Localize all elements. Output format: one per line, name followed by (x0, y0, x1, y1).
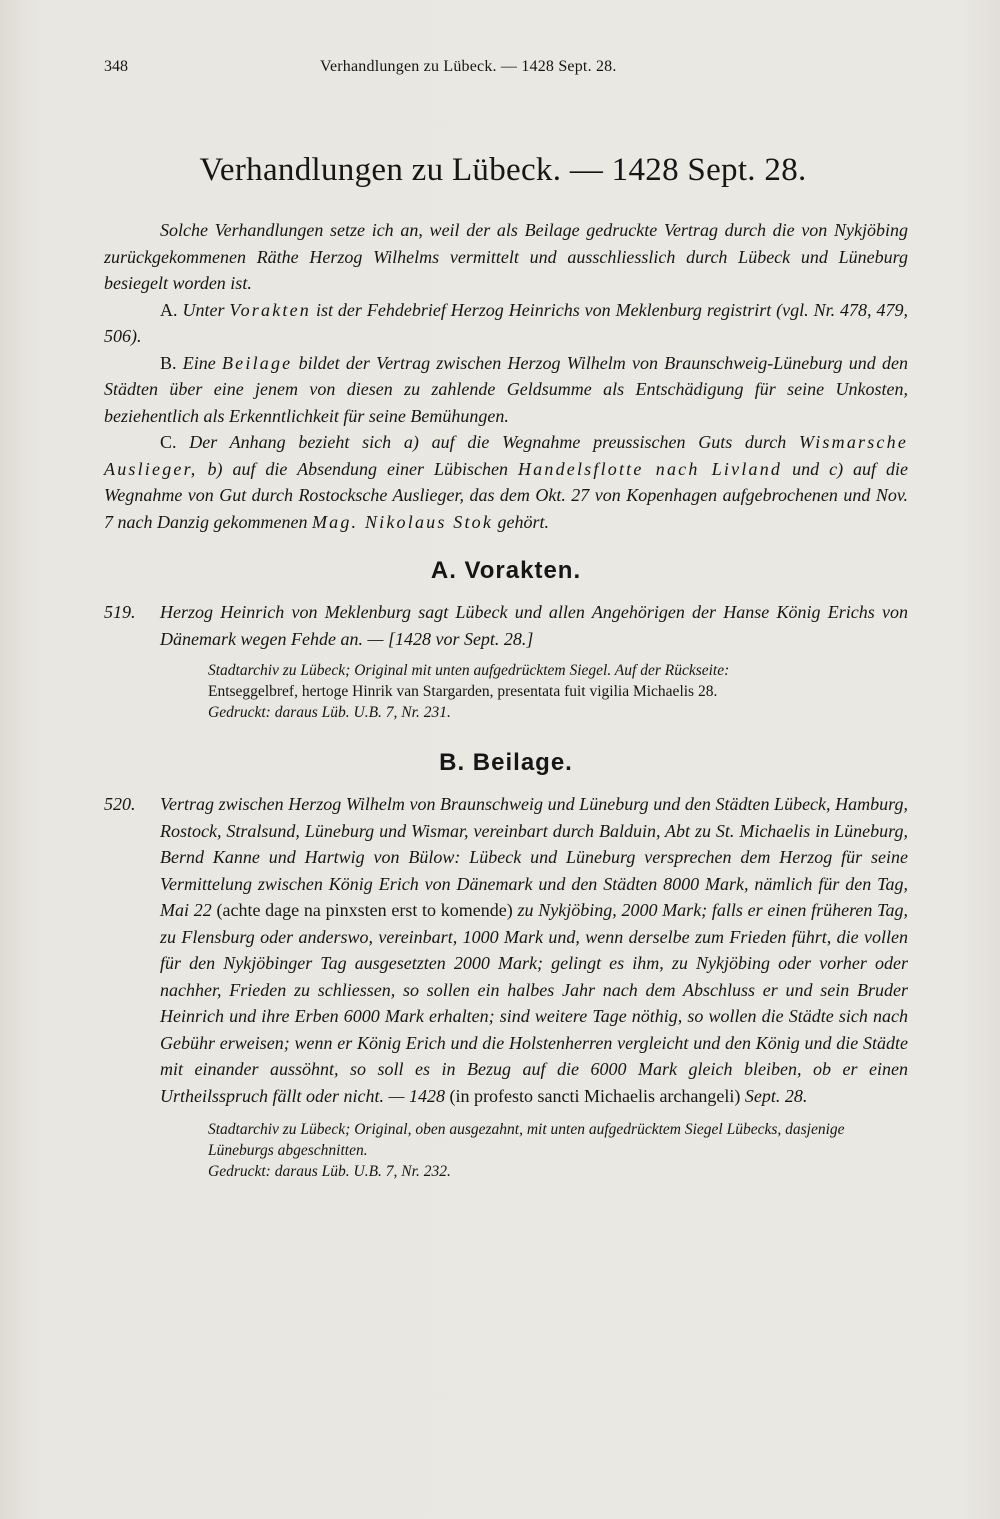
intro-item-a (104, 297, 908, 350)
entry-quote: (achte dage na pinxsten erst to komende) (216, 900, 513, 920)
item-text: Eine (182, 352, 216, 373)
entry-text-part: Vertrag zwischen Herzog Wilhelm von Braunschweig und Lüneburg und den Städten Lübeck, Hamburg, Rostock, Stralsund, Lüneburg und Wismar, vereinbart durch Balduin, Abt zu St. Michaelis in Lüneburg, Bernd Kanne und Hartwig von Bülow: Lübeck und Lüneburg versprechen dem Herzog für seine Vermittelung zwischen König Erich von Dänemark und den Städten 8000 Mark, nämlich für den Tag, Mai 22 (160, 794, 908, 920)
page-number: 348 (104, 58, 128, 75)
entry-quote: (in profesto sancti Michaelis archangeli) (449, 1085, 741, 1106)
section-heading-beilage: B. Beilage. (439, 749, 573, 776)
intro-item-c (104, 429, 908, 535)
page-title: Verhandlungen zu Lübeck. — 1428 Sept. 28. (199, 152, 807, 188)
running-header (104, 58, 908, 92)
entry-number: 519. (104, 602, 136, 622)
item-text: b) auf die Absendung einer Lübischen (207, 458, 508, 479)
entry-text-part: Sept. 28. (744, 1085, 808, 1106)
intro-paragraph: Solche Verhandlungen setze ich an, weil der als Beilage gedruckte Vertrag durch die von Nykjöbing zurückgekommenen Räthe Herzog Wilhelms vermittelt und ausschliesslich durch Lübeck und Lüneburg besiegelt worden ist. (104, 220, 908, 293)
spaced-term: Handelsflotte nach Livland (517, 458, 783, 479)
spaced-term: Wismarsche Auslieger, (104, 432, 909, 479)
source-line: Stadtarchiv zu Lübeck; Original, oben ausgezahnt, mit unten aufgedrücktem Siegel Lübecks, dasjenige Lüneburgs abgeschnitten. (208, 1121, 845, 1159)
item-letter: C. (160, 432, 177, 452)
source-line: Entseggelbref, hertoge Hinrik van Stargarden, presentata fuit vigilia Michaelis 28. (208, 683, 718, 700)
running-title: Verhandlungen zu Lübeck. — 1428 Sept. 28. (320, 58, 617, 75)
intro-item-b (104, 350, 908, 430)
introduction (104, 217, 908, 535)
source-line: Gedruckt: daraus Lüb. U.B. 7, Nr. 232. (208, 1163, 451, 1180)
entry-text (160, 791, 908, 1109)
item-text: gehört. (497, 511, 550, 532)
item-text: Unter (182, 299, 225, 320)
entry-number: 520. (104, 794, 136, 814)
source-line: Gedruckt: daraus Lüb. U.B. 7, Nr. 231. (208, 704, 451, 721)
entry-text-part: zu Nykjöbing, 2000 Mark; falls er einen früheren Tag, zu Flensburg oder anderswo, vereinbart, 1000 Mark und, wenn derselbe zum Frieden führt, die vollen für den Nykjöbinger Tag ausgesetzten 2000 Mark; gelingt es ihm, zu Nykjöbing oder vorher oder nachher, Frieden zu schliessen, so sollen ein halbes Jahr nach dem Abschluss er und sein Bruder Heinrich und ihre Erben 6000 Mark erhalten; sind weitere Tage nöthig, so wollen die Städte sich nach Gebühr erweisen; wenn er König Erich und die Holstenherren vergleicht und den König und die Städte mit einander aussöhnt, so soll es in Bezug auf die 6000 Mark gleich bleiben, ob er einen Urtheilsspruch fällt oder nicht. — 1428 (160, 900, 909, 1106)
spaced-term: Beilage (221, 352, 293, 373)
item-text: und c) auf die Wegnahme von Gut durch Rostocksche Auslieger, das dem Okt. 27 von Kopenhagen aufgebrochenen und Nov. 7 nach Danzig gekommenen (104, 458, 909, 532)
source-note-519 (208, 660, 908, 723)
item-letter: B. (160, 352, 177, 373)
spaced-term: Vorakten (229, 299, 311, 320)
entry-text: Herzog Heinrich von Meklenburg sagt Lübeck und allen Angehörigen der Hanse König Erichs von Dänemark wegen Fehde an. — [1428 vor Sept. 28.] (160, 602, 908, 649)
spaced-term: Mag. Nikolaus Stok (311, 511, 494, 532)
item-text: bildet der Vertrag zwischen Herzog Wilhelm von Braunschweig-Lüneburg und den Städten über eine jenem von diesen zu zahlende Geldsumme als Entschädigung für seine Unkosten, beziehentlich als Erkenntlichkeit für seine Bemühungen. (104, 352, 908, 426)
entry-519 (104, 599, 908, 652)
item-text: ist der Fehdebrief Herzog Heinrichs von Meklenburg registrirt (vgl. Nr. 478, 479, 506). (104, 299, 909, 346)
source-line: Stadtarchiv zu Lübeck; Original mit unten aufgedrücktem Siegel. Auf der Rückseite: (208, 662, 730, 679)
item-text: Der Anhang bezieht sich a) auf die Wegnahme preussischen Guts durch (189, 432, 787, 452)
section-heading-vorakten: A. Vorakten. (430, 557, 582, 584)
item-letter: A. (160, 299, 178, 320)
entry-520 (104, 791, 908, 1109)
source-note-520 (208, 1119, 908, 1182)
